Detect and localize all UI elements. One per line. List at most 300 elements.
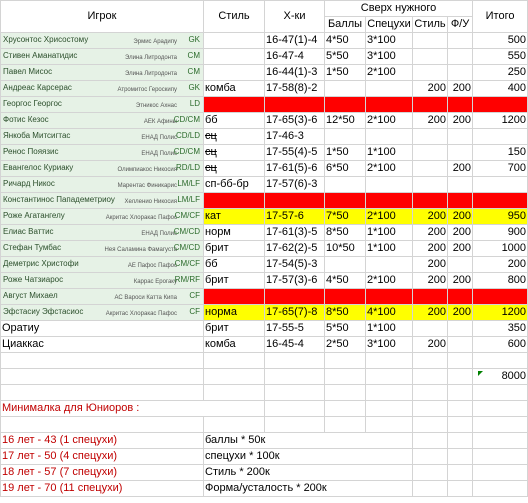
empty-cell[interactable] — [413, 401, 448, 417]
empty-cell[interactable] — [448, 465, 473, 481]
special-cell[interactable]: 4*100 — [366, 305, 413, 321]
empty-cell[interactable] — [448, 369, 473, 385]
total-cell[interactable] — [473, 177, 528, 193]
style-bonus-cell[interactable] — [413, 97, 448, 113]
special-cell[interactable]: 1*100 — [366, 225, 413, 241]
style-bonus-cell[interactable] — [413, 193, 448, 209]
minimal-rule[interactable]: Форма/усталость * 200к — [204, 481, 413, 497]
player-position: LM/LF — [177, 179, 200, 188]
form-bonus-cell[interactable]: 200 — [448, 273, 473, 289]
form-bonus-cell[interactable]: 200 — [448, 113, 473, 129]
empty-cell[interactable] — [473, 417, 528, 433]
header-special[interactable]: Спецухи — [366, 17, 413, 33]
style-bonus-cell[interactable] — [413, 33, 448, 49]
player-cell[interactable] — [1, 177, 204, 193]
special-cell[interactable] — [366, 193, 413, 209]
points-cell[interactable]: 7*50 — [325, 209, 366, 225]
form-bonus-cell[interactable] — [448, 177, 473, 193]
player-name: Хрусонтос Хрисостому — [3, 35, 89, 44]
header-row-1 — [1, 1, 528, 17]
player-name: Янкоба Митсигтас — [3, 131, 71, 140]
total-cell[interactable]: 350 — [473, 321, 528, 337]
form-bonus-cell[interactable] — [448, 145, 473, 161]
style-bonus-cell[interactable]: 200 — [413, 113, 448, 129]
form-bonus-cell[interactable] — [448, 193, 473, 209]
empty-cell[interactable] — [413, 369, 448, 385]
style-cell[interactable]: бб — [204, 113, 265, 129]
total-cell[interactable]: 400 — [473, 81, 528, 97]
table-row — [1, 241, 528, 257]
table-row — [1, 305, 528, 321]
special-cell[interactable]: 3*100 — [366, 337, 413, 353]
points-cell[interactable] — [325, 81, 366, 97]
empty-cell[interactable] — [473, 401, 528, 417]
xki-cell[interactable]: 17-58(8)-2 — [265, 81, 325, 97]
style-cell[interactable]: комба — [204, 337, 265, 353]
points-cell[interactable]: 5*50 — [325, 321, 366, 337]
empty-cell[interactable] — [204, 353, 265, 369]
table-row — [1, 113, 528, 129]
style-cell[interactable]: кат — [204, 209, 265, 225]
minimal-rule[interactable]: баллы * 50к — [204, 433, 413, 449]
grand-total-cell[interactable]: 8000 — [473, 369, 528, 385]
points-cell[interactable]: 12*50 — [325, 113, 366, 129]
player-club: АЕ Пафос Пафос — [127, 263, 177, 269]
style-cell[interactable] — [204, 97, 265, 113]
empty-cell[interactable] — [366, 353, 413, 369]
xki-cell[interactable]: 17-65(7)-8 — [265, 305, 325, 321]
player-name: Павел Мисос — [3, 67, 53, 76]
header-form[interactable]: Ф/У — [448, 17, 473, 33]
empty-cell[interactable] — [366, 401, 413, 417]
minimal-row — [1, 449, 528, 465]
points-cell[interactable]: 1*50 — [325, 65, 366, 81]
style-bonus-cell[interactable]: 200 — [413, 225, 448, 241]
total-cell[interactable]: 150 — [473, 145, 528, 161]
total-cell[interactable]: 900 — [473, 225, 528, 241]
empty-cell[interactable] — [413, 465, 448, 481]
special-cell[interactable]: 2*100 — [366, 161, 413, 177]
xki-cell[interactable]: 17-62(2)-5 — [265, 241, 325, 257]
style-cell[interactable]: норм — [204, 225, 265, 241]
style-cell[interactable] — [204, 193, 265, 209]
player-club: ЕНАД Полис — [141, 231, 177, 237]
points-cell[interactable]: 4*50 — [325, 273, 366, 289]
empty-cell[interactable] — [265, 369, 325, 385]
player-cell[interactable] — [1, 257, 204, 273]
empty-cell[interactable] — [473, 433, 528, 449]
special-cell[interactable]: 1*100 — [366, 241, 413, 257]
table-row — [1, 97, 528, 113]
player-club: Нея Саламина Фамагуста — [104, 247, 177, 253]
player-name: Роже Агатангелу — [3, 211, 65, 220]
empty-cell[interactable] — [204, 417, 265, 433]
player-name: Георгос Георгос — [3, 99, 62, 108]
total-cell[interactable] — [473, 193, 528, 209]
player-club: ЕНАД Полис — [141, 151, 177, 157]
style-bonus-cell[interactable] — [413, 145, 448, 161]
empty-cell[interactable] — [413, 481, 448, 497]
empty-cell[interactable] — [366, 417, 413, 433]
empty-cell[interactable] — [413, 433, 448, 449]
player-club: Хелленио Никосия — [124, 199, 177, 205]
form-bonus-cell[interactable]: 200 — [448, 241, 473, 257]
form-bonus-cell[interactable]: 200 — [448, 209, 473, 225]
empty-cell[interactable] — [325, 353, 366, 369]
xki-cell[interactable]: 17-65(3)-6 — [265, 113, 325, 129]
empty-cell[interactable] — [1, 385, 204, 401]
form-bonus-cell[interactable]: 200 — [448, 161, 473, 177]
player-position: CF — [189, 307, 200, 316]
style-cell[interactable] — [204, 289, 265, 305]
form-bonus-cell[interactable] — [448, 321, 473, 337]
player-club: Элина Литродонта — [124, 71, 177, 77]
style-cell[interactable]: комба — [204, 81, 265, 97]
special-cell[interactable]: 1*100 — [366, 145, 413, 161]
special-cell[interactable]: 2*100 — [366, 209, 413, 225]
minimal-row — [1, 481, 528, 497]
table-row — [1, 81, 528, 97]
table-row — [1, 337, 528, 353]
total-cell[interactable]: 250 — [473, 65, 528, 81]
xki-cell[interactable]: 16-47(1)-4 — [265, 33, 325, 49]
empty-row — [1, 353, 528, 369]
comment-indicator-icon — [478, 371, 483, 376]
player-name-cell[interactable]: Циаккас — [1, 337, 204, 353]
special-cell[interactable] — [366, 289, 413, 305]
points-cell[interactable]: 8*50 — [325, 225, 366, 241]
total-cell[interactable]: 1200 — [473, 305, 528, 321]
total-cell[interactable] — [473, 97, 528, 113]
xki-cell[interactable] — [265, 289, 325, 305]
player-position: CD/LD — [175, 131, 200, 140]
total-cell[interactable]: 600 — [473, 337, 528, 353]
xki-cell[interactable]: 16-47-4 — [265, 49, 325, 65]
empty-cell[interactable] — [473, 465, 528, 481]
form-bonus-cell[interactable] — [448, 65, 473, 81]
player-club: Атромитос Героскипу — [117, 87, 177, 93]
player-position: CM/CD — [173, 227, 200, 236]
points-cell[interactable]: 4*50 — [325, 33, 366, 49]
style-cell[interactable]: сц — [204, 161, 265, 177]
player-position: CM/CF — [174, 259, 200, 268]
table-row — [1, 257, 528, 273]
style-cell[interactable]: брит — [204, 321, 265, 337]
style-bonus-cell[interactable] — [413, 161, 448, 177]
special-cell[interactable]: 3*100 — [366, 33, 413, 49]
xki-cell[interactable]: 17-46-3 — [265, 129, 325, 145]
special-cell[interactable]: 2*100 — [366, 113, 413, 129]
total-cell[interactable]: 550 — [473, 49, 528, 65]
special-cell[interactable]: 2*100 — [366, 273, 413, 289]
header-points[interactable]: Баллы — [325, 17, 366, 33]
player-name: Август Михаел — [3, 291, 58, 300]
empty-cell[interactable] — [448, 353, 473, 369]
points-cell[interactable] — [325, 129, 366, 145]
minimal-age[interactable]: 16 лет - 43 (1 спецухи) — [1, 433, 204, 449]
table-row — [1, 273, 528, 289]
style-bonus-cell[interactable] — [413, 289, 448, 305]
player-name: Евангелос Куриаку — [3, 163, 74, 172]
empty-cell[interactable] — [265, 417, 325, 433]
points-cell[interactable]: 2*50 — [325, 337, 366, 353]
player-name-cell[interactable]: Оратиу — [1, 321, 204, 337]
xki-cell[interactable]: 17-55-5 — [265, 321, 325, 337]
special-cell[interactable] — [366, 177, 413, 193]
empty-cell[interactable] — [473, 449, 528, 465]
total-cell[interactable]: 200 — [473, 257, 528, 273]
player-name: Стивен Аманатидис — [3, 51, 78, 60]
table-row — [1, 209, 528, 225]
special-cell[interactable]: 2*100 — [366, 65, 413, 81]
minimal-rule[interactable]: спецухи * 100к — [204, 449, 413, 465]
form-bonus-cell[interactable] — [448, 129, 473, 145]
player-cell[interactable] — [1, 289, 204, 305]
total-cell[interactable]: 950 — [473, 209, 528, 225]
special-cell[interactable]: 3*100 — [366, 49, 413, 65]
player-club: Этникос Ахнас — [135, 103, 177, 109]
style-cell[interactable]: брит — [204, 241, 265, 257]
player-name: Фотис Кезос — [3, 115, 49, 124]
player-position: GK — [188, 83, 200, 92]
player-name: Роже Чатзиарос — [3, 275, 64, 284]
form-bonus-cell[interactable]: 200 — [448, 225, 473, 241]
player-cell[interactable] — [1, 33, 204, 49]
header-extra-group[interactable]: Сверх нужного — [325, 1, 473, 17]
player-position: CM/CF — [174, 211, 200, 220]
player-cell[interactable] — [1, 145, 204, 161]
table-row — [1, 177, 528, 193]
empty-cell[interactable] — [325, 369, 366, 385]
minimal-rule[interactable]: Стиль * 200к — [204, 465, 413, 481]
points-cell[interactable]: 5*50 — [325, 49, 366, 65]
player-club: Каррас Ерогаку — [133, 279, 177, 285]
style-bonus-cell[interactable]: 200 — [413, 305, 448, 321]
special-cell[interactable] — [366, 257, 413, 273]
player-cell[interactable] — [1, 209, 204, 225]
style-cell[interactable]: бб — [204, 257, 265, 273]
minimal-age[interactable]: 19 лет - 70 (11 спецухи) — [1, 481, 204, 497]
player-club: Акритас Хлоракас Пафос — [105, 311, 177, 317]
empty-cell[interactable] — [473, 385, 528, 401]
empty-cell[interactable] — [265, 401, 325, 417]
style-bonus-cell[interactable] — [413, 129, 448, 145]
player-club: Эрмис Арадипу — [133, 39, 177, 45]
empty-row — [1, 385, 528, 401]
minimal-row — [1, 433, 528, 449]
header-xki[interactable]: Х-ки — [265, 1, 325, 33]
empty-cell[interactable] — [448, 401, 473, 417]
empty-cell[interactable] — [448, 449, 473, 465]
points-cell[interactable] — [325, 97, 366, 113]
xki-cell[interactable]: 16-45-4 — [265, 337, 325, 353]
style-bonus-cell[interactable]: 200 — [413, 257, 448, 273]
points-cell[interactable]: 6*50 — [325, 161, 366, 177]
empty-cell[interactable] — [413, 385, 448, 401]
total-cell[interactable] — [473, 289, 528, 305]
grand-total-row — [1, 369, 528, 385]
special-cell[interactable] — [366, 97, 413, 113]
style-bonus-cell[interactable]: 200 — [413, 337, 448, 353]
table-row — [1, 193, 528, 209]
special-cell[interactable]: 1*100 — [366, 321, 413, 337]
points-cell[interactable]: 8*50 — [325, 305, 366, 321]
empty-cell[interactable] — [413, 417, 448, 433]
form-bonus-cell[interactable] — [448, 33, 473, 49]
empty-cell[interactable] — [204, 369, 265, 385]
empty-cell[interactable] — [366, 369, 413, 385]
header-style[interactable]: Стиль — [204, 1, 265, 33]
style-bonus-cell[interactable]: 200 — [413, 241, 448, 257]
total-cell[interactable]: 700 — [473, 161, 528, 177]
player-name: Стефан Тумбас — [3, 243, 62, 252]
xki-cell[interactable]: 17-57(6)-3 — [265, 177, 325, 193]
player-cell[interactable] — [1, 225, 204, 241]
minimal-age[interactable]: 18 лет - 57 (7 спецухи) — [1, 465, 204, 481]
table-row — [1, 129, 528, 145]
xki-cell[interactable] — [265, 193, 325, 209]
empty-cell[interactable] — [448, 385, 473, 401]
player-cell[interactable] — [1, 97, 204, 113]
style-cell[interactable]: сц — [204, 145, 265, 161]
player-name: Ричард Никос — [3, 179, 55, 188]
points-cell[interactable] — [325, 289, 366, 305]
style-cell[interactable] — [204, 33, 265, 49]
empty-cell[interactable] — [1, 353, 204, 369]
points-cell[interactable] — [325, 177, 366, 193]
style-bonus-cell[interactable] — [413, 321, 448, 337]
form-bonus-cell[interactable]: 200 — [448, 81, 473, 97]
player-name: Константинос Пападеметриоу — [3, 195, 115, 204]
player-cell[interactable] — [1, 161, 204, 177]
minimal-age[interactable]: 17 лет - 50 (4 спецухи) — [1, 449, 204, 465]
style-bonus-cell[interactable]: 200 — [413, 273, 448, 289]
player-cell[interactable] — [1, 65, 204, 81]
player-name: Ренос Пояязис — [3, 147, 59, 156]
empty-cell[interactable] — [325, 417, 366, 433]
form-bonus-cell[interactable] — [448, 97, 473, 113]
player-cell[interactable] — [1, 305, 204, 321]
empty-cell[interactable] — [448, 417, 473, 433]
player-name: Андреас Карсерас — [3, 83, 72, 92]
empty-cell[interactable] — [473, 353, 528, 369]
player-position: CM — [187, 67, 200, 76]
empty-cell[interactable] — [448, 481, 473, 497]
xki-cell[interactable]: 16-44(1)-3 — [265, 65, 325, 81]
style-bonus-cell[interactable] — [413, 177, 448, 193]
form-bonus-cell[interactable]: 200 — [448, 305, 473, 321]
player-position: CM — [187, 51, 200, 60]
player-club: Акритас Хлоракас Пафос — [105, 215, 177, 221]
player-cell[interactable] — [1, 193, 204, 209]
minimal-title[interactable]: Минималка для Юниоров : — [1, 401, 265, 417]
style-bonus-cell[interactable]: 200 — [413, 81, 448, 97]
style-bonus-cell[interactable] — [413, 65, 448, 81]
empty-row — [1, 417, 528, 433]
player-cell[interactable] — [1, 81, 204, 97]
empty-cell[interactable] — [366, 385, 413, 401]
style-cell[interactable]: брит — [204, 273, 265, 289]
player-position: LM/LF — [177, 195, 200, 204]
style-cell[interactable]: сп-бб-бр — [204, 177, 265, 193]
table-row — [1, 65, 528, 81]
form-bonus-cell[interactable] — [448, 257, 473, 273]
player-position: CD/CM — [173, 115, 200, 124]
player-position: CF — [189, 291, 200, 300]
player-club: Марентас Финикарис — [117, 183, 177, 189]
xki-cell[interactable]: 17-55(4)-5 — [265, 145, 325, 161]
player-position: LD — [189, 99, 200, 108]
total-cell[interactable]: 800 — [473, 273, 528, 289]
empty-cell[interactable] — [325, 385, 366, 401]
empty-cell[interactable] — [265, 353, 325, 369]
player-club: АЕК Афины — [143, 119, 177, 125]
empty-cell[interactable] — [413, 353, 448, 369]
table-row — [1, 145, 528, 161]
empty-cell[interactable] — [265, 385, 325, 401]
empty-cell[interactable] — [448, 433, 473, 449]
style-bonus-cell[interactable]: 200 — [413, 209, 448, 225]
points-cell[interactable] — [325, 257, 366, 273]
points-cell[interactable]: 10*50 — [325, 241, 366, 257]
special-cell[interactable] — [366, 129, 413, 145]
player-name: Елиас Ваттис — [3, 227, 54, 236]
header-total[interactable]: Итого — [473, 1, 528, 33]
player-position: CD/CM — [173, 147, 200, 156]
xki-cell[interactable]: 17-61(5)-6 — [265, 161, 325, 177]
player-cell[interactable] — [1, 49, 204, 65]
player-cell[interactable] — [1, 241, 204, 257]
points-cell[interactable]: 1*50 — [325, 145, 366, 161]
minimal-title-row — [1, 401, 528, 417]
form-bonus-cell[interactable] — [448, 289, 473, 305]
total-cell[interactable]: 1200 — [473, 113, 528, 129]
special-cell[interactable] — [366, 81, 413, 97]
empty-cell[interactable] — [413, 449, 448, 465]
xki-cell[interactable]: 17-57-6 — [265, 209, 325, 225]
form-bonus-cell[interactable] — [448, 49, 473, 65]
header-player[interactable]: Игрок — [1, 1, 204, 33]
empty-cell[interactable] — [473, 481, 528, 497]
total-cell[interactable]: 500 — [473, 33, 528, 49]
empty-cell[interactable] — [204, 385, 265, 401]
style-bonus-cell[interactable] — [413, 49, 448, 65]
style-cell[interactable] — [204, 65, 265, 81]
player-position: GK — [188, 35, 200, 44]
player-position: RM/RF — [174, 275, 200, 284]
player-cell[interactable] — [1, 113, 204, 129]
header-style-sub[interactable]: Стиль — [413, 17, 448, 33]
player-cell[interactable] — [1, 273, 204, 289]
empty-cell[interactable] — [1, 369, 204, 385]
xki-cell[interactable] — [265, 97, 325, 113]
total-cell[interactable]: 1000 — [473, 241, 528, 257]
empty-cell[interactable] — [325, 401, 366, 417]
table-row — [1, 321, 528, 337]
style-cell[interactable]: норма — [204, 305, 265, 321]
xki-cell[interactable]: 17-54(5)-3 — [265, 257, 325, 273]
player-cell[interactable] — [1, 129, 204, 145]
player-name: Эфстасиу Эфстасиос — [3, 307, 84, 316]
xki-cell[interactable]: 17-57(3)-6 — [265, 273, 325, 289]
total-cell[interactable] — [473, 129, 528, 145]
xki-cell[interactable]: 17-61(3)-5 — [265, 225, 325, 241]
empty-cell[interactable] — [1, 417, 204, 433]
points-cell[interactable] — [325, 193, 366, 209]
form-bonus-cell[interactable] — [448, 337, 473, 353]
style-cell[interactable]: сц — [204, 129, 265, 145]
style-cell[interactable] — [204, 49, 265, 65]
